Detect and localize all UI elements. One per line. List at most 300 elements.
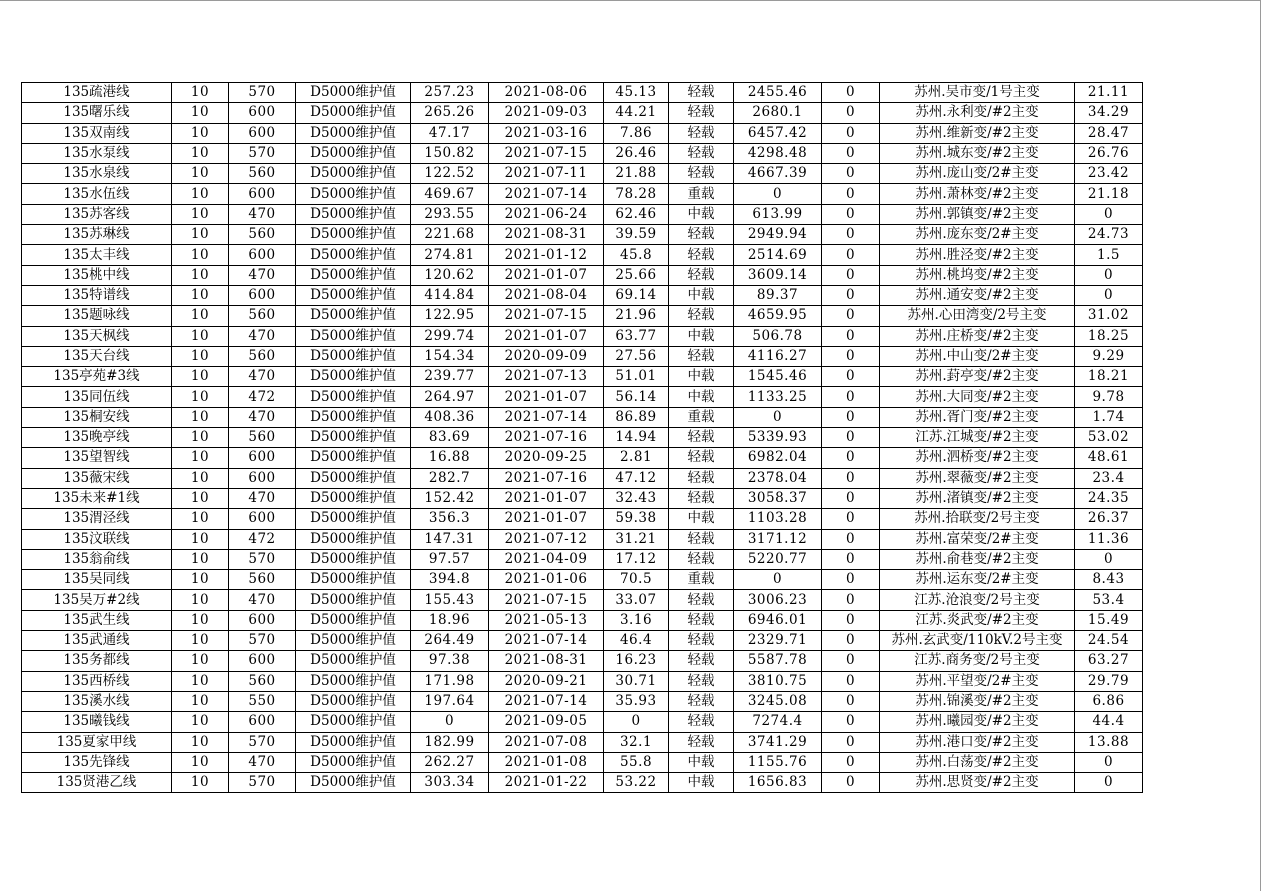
transformer-load-cell: 44.4 [1075,712,1143,732]
margin-cell: 0 [734,570,822,590]
load-status-cell: 中载 [669,204,734,224]
table-row [22,631,1143,651]
source-cell: D5000维护值 [296,346,411,366]
voltage-cell: 10 [172,671,229,691]
line-name-cell: 135西桥线 [22,671,172,691]
margin-cell: 0 [734,407,822,427]
line-name-cell: 135未来#1线 [22,488,172,508]
current-value-cell: 122.52 [411,164,489,184]
voltage-cell: 10 [172,651,229,671]
load-rate-cell: 86.89 [604,407,669,427]
load-status-cell: 中载 [669,752,734,772]
transformer-load-cell: 1.74 [1075,407,1143,427]
line-name-cell: 135武通线 [22,631,172,651]
line-name-cell: 135疏港线 [22,83,172,103]
rated-current-cell: 570 [229,143,296,163]
transformer-load-cell: 24.73 [1075,225,1143,245]
source-cell: D5000维护值 [296,306,411,326]
table-row [22,509,1143,529]
load-rate-cell: 53.22 [604,773,669,793]
load-status-cell: 轻载 [669,610,734,630]
voltage-cell: 10 [172,448,229,468]
load-status-cell: 中载 [669,773,734,793]
margin-cell: 1133.25 [734,387,822,407]
load-status-cell: 中载 [669,285,734,305]
date-cell: 2021-07-15 [489,143,604,163]
table-row [22,326,1143,346]
load-rate-cell: 2.81 [604,448,669,468]
date-cell: 2021-01-07 [489,387,604,407]
transformer-load-cell: 11.36 [1075,529,1143,549]
margin-cell: 7274.4 [734,712,822,732]
load-rate-cell: 69.14 [604,285,669,305]
transformer-cell: 苏州.思贤变/#2主变 [880,773,1075,793]
date-cell: 2021-07-14 [489,631,604,651]
transformer-cell: 苏州.庞山变/2#主变 [880,164,1075,184]
transformer-load-cell: 8.43 [1075,570,1143,590]
load-rate-cell: 39.59 [604,225,669,245]
margin-cell: 4298.48 [734,143,822,163]
count-cell: 0 [822,509,880,529]
transformer-load-cell: 29.79 [1075,671,1143,691]
table-row [22,265,1143,285]
count-cell: 0 [822,306,880,326]
margin-cell: 3171.12 [734,529,822,549]
transformer-load-cell: 26.37 [1075,509,1143,529]
date-cell: 2021-08-06 [489,83,604,103]
source-cell: D5000维护值 [296,488,411,508]
current-value-cell: 154.34 [411,346,489,366]
load-status-cell: 轻载 [669,245,734,265]
transformer-load-cell: 18.25 [1075,326,1143,346]
count-cell: 0 [822,387,880,407]
date-cell: 2021-07-11 [489,164,604,184]
count-cell: 0 [822,691,880,711]
voltage-cell: 10 [172,367,229,387]
date-cell: 2021-07-12 [489,529,604,549]
source-cell: D5000维护值 [296,549,411,569]
margin-cell: 4667.39 [734,164,822,184]
voltage-cell: 10 [172,590,229,610]
load-status-cell: 轻载 [669,83,734,103]
rated-current-cell: 470 [229,367,296,387]
transformer-load-cell: 13.88 [1075,732,1143,752]
current-value-cell: 469.67 [411,184,489,204]
date-cell: 2021-03-16 [489,123,604,143]
source-cell: D5000维护值 [296,651,411,671]
source-cell: D5000维护值 [296,143,411,163]
date-cell: 2021-01-22 [489,773,604,793]
transformer-load-cell: 26.76 [1075,143,1143,163]
source-cell: D5000维护值 [296,184,411,204]
line-name-cell: 135同伍线 [22,387,172,407]
rated-current-cell: 470 [229,407,296,427]
margin-cell: 2514.69 [734,245,822,265]
current-value-cell: 155.43 [411,590,489,610]
load-status-cell: 中载 [669,509,734,529]
transformer-load-cell: 18.21 [1075,367,1143,387]
table-row [22,143,1143,163]
voltage-cell: 10 [172,285,229,305]
source-cell: D5000维护值 [296,285,411,305]
source-cell: D5000维护值 [296,448,411,468]
rated-current-cell: 600 [229,285,296,305]
transformer-cell: 苏州.平望变/2#主变 [880,671,1075,691]
rated-current-cell: 470 [229,326,296,346]
line-name-cell: 135双南线 [22,123,172,143]
transformer-cell: 江苏.炎武变/#2主变 [880,610,1075,630]
table-row [22,570,1143,590]
rated-current-cell: 570 [229,549,296,569]
transformer-load-cell: 31.02 [1075,306,1143,326]
load-rate-cell: 32.43 [604,488,669,508]
current-value-cell: 16.88 [411,448,489,468]
count-cell: 0 [822,326,880,346]
source-cell: D5000维护值 [296,123,411,143]
table-row [22,712,1143,732]
voltage-cell: 10 [172,346,229,366]
table-row [22,204,1143,224]
date-cell: 2021-07-08 [489,732,604,752]
current-value-cell: 264.49 [411,631,489,651]
current-value-cell: 282.7 [411,468,489,488]
rated-current-cell: 470 [229,752,296,772]
load-rate-cell: 27.56 [604,346,669,366]
voltage-cell: 10 [172,488,229,508]
margin-cell: 6946.01 [734,610,822,630]
margin-cell: 613.99 [734,204,822,224]
load-rate-cell: 45.8 [604,245,669,265]
voltage-cell: 10 [172,732,229,752]
load-status-cell: 轻载 [669,631,734,651]
transformer-load-cell: 0 [1075,204,1143,224]
transformer-cell: 苏州.城东变/#2主变 [880,143,1075,163]
rated-current-cell: 560 [229,346,296,366]
source-cell: D5000维护值 [296,590,411,610]
load-status-cell: 轻载 [669,346,734,366]
load-rate-cell: 35.93 [604,691,669,711]
voltage-cell: 10 [172,407,229,427]
table-row [22,529,1143,549]
line-name-cell: 135渭泾线 [22,509,172,529]
transformer-load-cell: 34.29 [1075,103,1143,123]
transformer-cell: 苏州.俞巷变/#2主变 [880,549,1075,569]
transformer-cell: 苏州.白荡变/#2主变 [880,752,1075,772]
transformer-cell: 江苏.商务变/2号主变 [880,651,1075,671]
load-status-cell: 中载 [669,367,734,387]
current-value-cell: 122.95 [411,306,489,326]
transformer-cell: 苏州.港口变/#2主变 [880,732,1075,752]
table-row [22,306,1143,326]
source-cell: D5000维护值 [296,428,411,448]
source-cell: D5000维护值 [296,610,411,630]
table-row [22,773,1143,793]
current-value-cell: 221.68 [411,225,489,245]
voltage-cell: 10 [172,387,229,407]
rated-current-cell: 470 [229,590,296,610]
transformer-cell: 苏州.维新变/#2主变 [880,123,1075,143]
voltage-cell: 10 [172,570,229,590]
load-rate-cell: 63.77 [604,326,669,346]
margin-cell: 5339.93 [734,428,822,448]
margin-cell: 3741.29 [734,732,822,752]
line-name-cell: 135翁俞线 [22,549,172,569]
load-rate-cell: 78.28 [604,184,669,204]
load-rate-cell: 30.71 [604,671,669,691]
rated-current-cell: 600 [229,448,296,468]
load-status-cell: 轻载 [669,123,734,143]
source-cell: D5000维护值 [296,752,411,772]
transformer-cell: 苏州.运东变/2#主变 [880,570,1075,590]
margin-cell: 3058.37 [734,488,822,508]
voltage-cell: 10 [172,83,229,103]
transformer-load-cell: 9.78 [1075,387,1143,407]
margin-cell: 3609.14 [734,265,822,285]
transformer-cell: 苏州.胜泾变/#2主变 [880,245,1075,265]
voltage-cell: 10 [172,326,229,346]
voltage-cell: 10 [172,184,229,204]
rated-current-cell: 600 [229,103,296,123]
date-cell: 2021-09-05 [489,712,604,732]
voltage-cell: 10 [172,529,229,549]
margin-cell: 2949.94 [734,225,822,245]
table-row [22,103,1143,123]
line-name-cell: 135苏客线 [22,204,172,224]
transformer-cell: 苏州.庞东变/2#主变 [880,225,1075,245]
table-row [22,691,1143,711]
count-cell: 0 [822,245,880,265]
load-status-cell: 轻载 [669,549,734,569]
transformer-cell: 苏州.庄桥变/#2主变 [880,326,1075,346]
date-cell: 2021-01-07 [489,265,604,285]
date-cell: 2021-01-07 [489,326,604,346]
line-name-cell: 135贤港乙线 [22,773,172,793]
table-row [22,407,1143,427]
current-value-cell: 356.3 [411,509,489,529]
load-status-cell: 中载 [669,387,734,407]
date-cell: 2021-07-13 [489,367,604,387]
current-value-cell: 408.36 [411,407,489,427]
source-cell: D5000维护值 [296,529,411,549]
count-cell: 0 [822,773,880,793]
date-cell: 2021-09-03 [489,103,604,123]
transformer-load-cell: 28.47 [1075,123,1143,143]
margin-cell: 2680.1 [734,103,822,123]
date-cell: 2021-07-16 [489,468,604,488]
rated-current-cell: 550 [229,691,296,711]
current-value-cell: 257.23 [411,83,489,103]
load-status-cell: 轻载 [669,103,734,123]
line-name-cell: 135先锋线 [22,752,172,772]
transformer-load-cell: 24.54 [1075,631,1143,651]
current-value-cell: 262.27 [411,752,489,772]
margin-cell: 3810.75 [734,671,822,691]
margin-cell: 3245.08 [734,691,822,711]
source-cell: D5000维护值 [296,245,411,265]
line-name-cell: 135望智线 [22,448,172,468]
transformer-cell: 苏州.锦溪变/#2主变 [880,691,1075,711]
load-status-cell: 轻载 [669,529,734,549]
transformer-load-cell: 6.86 [1075,691,1143,711]
date-cell: 2021-07-14 [489,407,604,427]
source-cell: D5000维护值 [296,204,411,224]
load-status-cell: 轻载 [669,732,734,752]
date-cell: 2021-01-07 [489,488,604,508]
voltage-cell: 10 [172,691,229,711]
load-rate-cell: 3.16 [604,610,669,630]
load-rate-cell: 44.21 [604,103,669,123]
count-cell: 0 [822,346,880,366]
source-cell: D5000维护值 [296,103,411,123]
date-cell: 2021-01-07 [489,509,604,529]
voltage-cell: 10 [172,773,229,793]
count-cell: 0 [822,752,880,772]
voltage-cell: 10 [172,549,229,569]
transformer-cell: 苏州.萧林变/#2主变 [880,184,1075,204]
load-status-cell: 轻载 [669,691,734,711]
date-cell: 2021-07-15 [489,590,604,610]
date-cell: 2021-04-09 [489,549,604,569]
source-cell: D5000维护值 [296,164,411,184]
current-value-cell: 197.64 [411,691,489,711]
source-cell: D5000维护值 [296,367,411,387]
count-cell: 0 [822,570,880,590]
transformer-cell: 苏州.翠薇变/#2主变 [880,468,1075,488]
count-cell: 0 [822,671,880,691]
count-cell: 0 [822,488,880,508]
load-rate-cell: 45.13 [604,83,669,103]
margin-cell: 3006.23 [734,590,822,610]
margin-cell: 1103.28 [734,509,822,529]
voltage-cell: 10 [172,143,229,163]
source-cell: D5000维护值 [296,712,411,732]
table-row [22,225,1143,245]
table-row [22,164,1143,184]
load-rate-cell: 33.07 [604,590,669,610]
transformer-cell: 苏州.大同变/#2主变 [880,387,1075,407]
count-cell: 0 [822,184,880,204]
load-status-cell: 轻载 [669,651,734,671]
rated-current-cell: 600 [229,712,296,732]
load-status-cell: 轻载 [669,143,734,163]
transformer-load-cell: 9.29 [1075,346,1143,366]
rated-current-cell: 600 [229,123,296,143]
current-value-cell: 150.82 [411,143,489,163]
rated-current-cell: 560 [229,225,296,245]
date-cell: 2021-07-14 [489,184,604,204]
count-cell: 0 [822,285,880,305]
rated-current-cell: 570 [229,83,296,103]
source-cell: D5000维护值 [296,691,411,711]
rated-current-cell: 600 [229,610,296,630]
load-rate-cell: 55.8 [604,752,669,772]
transformer-load-cell: 15.49 [1075,610,1143,630]
load-status-cell: 重载 [669,570,734,590]
current-value-cell: 265.26 [411,103,489,123]
table-row [22,671,1143,691]
voltage-cell: 10 [172,164,229,184]
load-rate-cell: 21.88 [604,164,669,184]
count-cell: 0 [822,265,880,285]
margin-cell: 2378.04 [734,468,822,488]
rated-current-cell: 600 [229,509,296,529]
count-cell: 0 [822,103,880,123]
margin-cell: 2329.71 [734,631,822,651]
margin-cell: 1545.46 [734,367,822,387]
date-cell: 2021-01-06 [489,570,604,590]
table-row [22,732,1143,752]
count-cell: 0 [822,407,880,427]
line-name-cell: 135天台线 [22,346,172,366]
transformer-cell: 苏州.富荣变/2#主变 [880,529,1075,549]
date-cell: 2021-07-14 [489,691,604,711]
count-cell: 0 [822,468,880,488]
margin-cell: 0 [734,184,822,204]
date-cell: 2021-08-31 [489,651,604,671]
transformer-load-cell: 0 [1075,773,1143,793]
transformer-load-cell: 23.4 [1075,468,1143,488]
load-rate-cell: 32.1 [604,732,669,752]
count-cell: 0 [822,143,880,163]
count-cell: 0 [822,732,880,752]
rated-current-cell: 560 [229,306,296,326]
current-value-cell: 264.97 [411,387,489,407]
date-cell: 2021-08-31 [489,225,604,245]
margin-cell: 2455.46 [734,83,822,103]
current-value-cell: 414.84 [411,285,489,305]
load-status-cell: 轻载 [669,590,734,610]
current-value-cell: 303.34 [411,773,489,793]
margin-cell: 1155.76 [734,752,822,772]
line-name-cell: 135亭苑#3线 [22,367,172,387]
table-row [22,83,1143,103]
count-cell: 0 [822,631,880,651]
transformer-cell: 苏州.曦园变/#2主变 [880,712,1075,732]
current-value-cell: 299.74 [411,326,489,346]
load-status-cell: 轻载 [669,306,734,326]
table-body [22,83,1143,793]
margin-cell: 5587.78 [734,651,822,671]
line-name-cell: 135武生线 [22,610,172,630]
load-status-cell: 轻载 [669,488,734,508]
load-status-cell: 轻载 [669,225,734,245]
voltage-cell: 10 [172,712,229,732]
load-status-cell: 轻载 [669,164,734,184]
rated-current-cell: 560 [229,164,296,184]
rated-current-cell: 600 [229,245,296,265]
current-value-cell: 120.62 [411,265,489,285]
date-cell: 2021-07-15 [489,306,604,326]
load-status-cell: 轻载 [669,448,734,468]
load-status-cell: 轻载 [669,712,734,732]
line-name-cell: 135桃中线 [22,265,172,285]
voltage-cell: 10 [172,509,229,529]
count-cell: 0 [822,367,880,387]
transformer-load-cell: 0 [1075,549,1143,569]
table-row [22,752,1143,772]
source-cell: D5000维护值 [296,326,411,346]
source-cell: D5000维护值 [296,83,411,103]
table-row [22,367,1143,387]
voltage-cell: 10 [172,123,229,143]
transformer-cell: 苏州.拾联变/2号主变 [880,509,1075,529]
load-rate-cell: 47.12 [604,468,669,488]
date-cell: 2021-01-08 [489,752,604,772]
transformer-cell: 苏州.渚镇变/#2主变 [880,488,1075,508]
margin-cell: 4659.95 [734,306,822,326]
transformer-cell: 苏州.郭镇变/#2主变 [880,204,1075,224]
rated-current-cell: 560 [229,570,296,590]
